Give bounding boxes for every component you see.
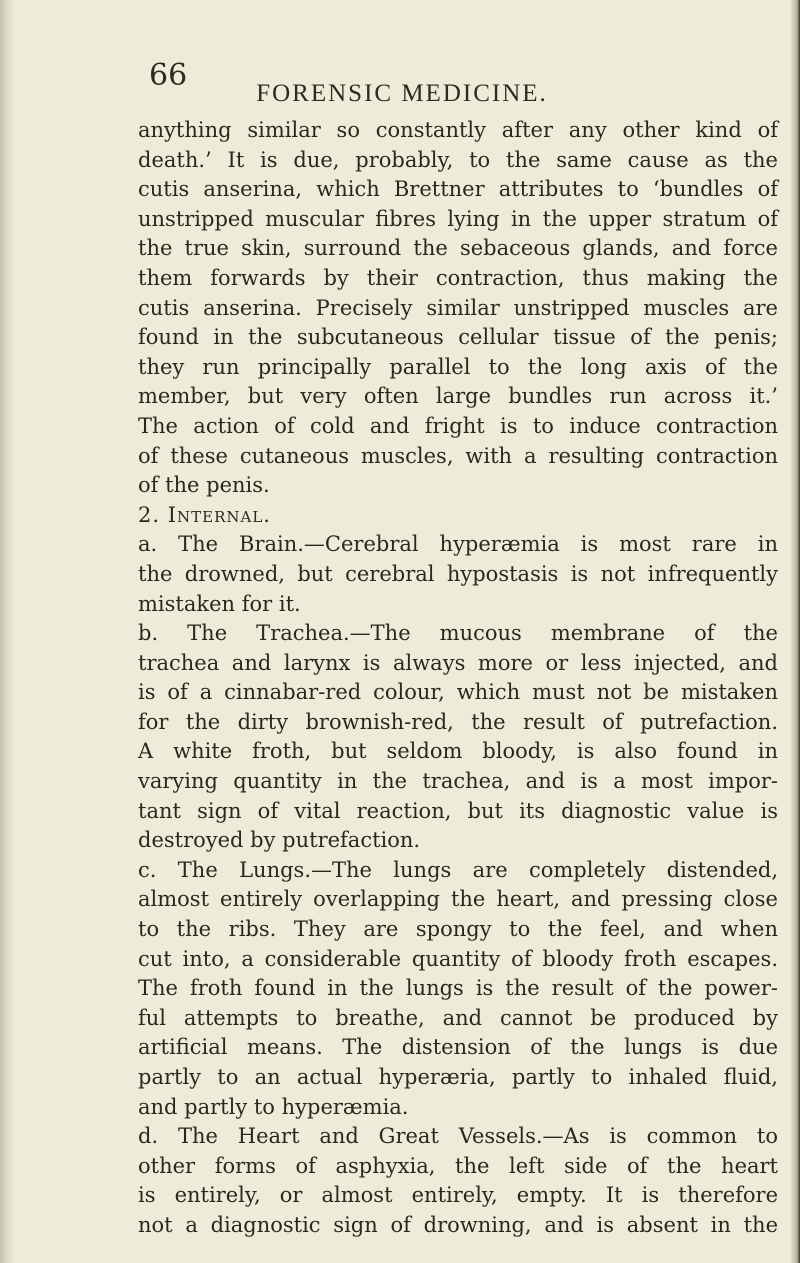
- text-line: tant sign of vital reaction, but its diagnostic value is: [138, 798, 778, 823]
- text-line: varying quantity in the trachea, and is a most impor-: [138, 769, 778, 794]
- text-line: and partly to hyperæmia.: [138, 1094, 409, 1119]
- text-line: they run principally parallel to the long axis of the: [138, 354, 778, 379]
- text-line: is entirely, or almost entirely, empty. It is therefore: [138, 1183, 778, 1208]
- text-line: the true skin, surround the sebaceous glands, and force: [138, 236, 778, 261]
- page-gutter-left: [0, 0, 14, 1263]
- text-line: unstripped muscular fibres lying in the upper stratum of: [138, 206, 778, 231]
- text-line: cut into, a considerable quantity of bloody froth escapes.: [138, 946, 778, 971]
- text-line: cutis anserina. Precisely similar unstripped muscles are: [138, 295, 778, 320]
- text-line: partly to an actual hyperæria, partly to inhaled fluid,: [138, 1065, 778, 1089]
- text-line: death.’ It is due, probably, to the same cause as the: [138, 147, 778, 172]
- text-line: d. The Heart and Great Vessels.—As is common to: [138, 1124, 778, 1149]
- section-heading-internal: 2. Internal.: [138, 502, 271, 527]
- text-line: a. The Brain.—Cerebral hyperæmia is most rare in: [138, 532, 778, 557]
- text-line: is of a cinnabar-red colour, which must not be mistaken: [138, 680, 778, 705]
- text-line: ful attempts to breathe, and cannot be produced by: [138, 1005, 778, 1030]
- text-line: them forwards by their contraction, thus making the: [138, 265, 778, 290]
- text-line: not a diagnostic sign of drowning, and is absent in the: [138, 1212, 778, 1237]
- text-line: The froth found in the lungs is the result of the power-: [138, 976, 778, 1001]
- book-page: [14, 0, 790, 1263]
- text-line: trachea and larynx is always more or less injected, and: [138, 650, 778, 675]
- text-line: for the dirty brownish-red, the result of putrefaction.: [138, 709, 778, 734]
- text-line: mistaken for it.: [138, 591, 301, 616]
- body-text: [138, 116, 778, 1241]
- text-line: to the ribs. They are spongy to the feel, and when: [138, 917, 778, 942]
- text-line: cutis anserina, which Brettner attributes to ‘bundles of: [138, 177, 778, 202]
- text-line: artificial means. The distension of the lungs is due: [138, 1035, 778, 1060]
- text-line: A white froth, but seldom bloody, is also found in: [138, 739, 778, 764]
- running-head: FORENSIC MEDICINE.: [256, 80, 548, 107]
- text-line: almost entirely overlapping the heart, and pressing close: [138, 887, 778, 912]
- text-line: found in the subcutaneous cellular tissue of the penis;: [138, 325, 778, 350]
- text-line: of the penis.: [138, 473, 270, 498]
- page-number: 66: [149, 58, 188, 93]
- page-edge-right: [790, 0, 800, 1263]
- text-line: destroyed by putrefaction.: [138, 828, 421, 853]
- text-line: The action of cold and fright is to induce contraction: [138, 413, 778, 438]
- text-line: of these cutaneous muscles, with a resulting contraction: [138, 443, 778, 468]
- text-line: the drowned, but cerebral hypostasis is not infrequently: [138, 561, 778, 586]
- text-line: b. The Trachea.—The mucous membrane of the: [138, 621, 778, 646]
- text-line: other forms of asphyxia, the left side of the heart: [138, 1153, 778, 1178]
- text-line: anything similar so constantly after any other kind of: [138, 118, 778, 142]
- text-line: c. The Lungs.—The lungs are completely distended,: [138, 857, 778, 882]
- text-line: member, but very often large bundles run across it.’: [138, 384, 778, 409]
